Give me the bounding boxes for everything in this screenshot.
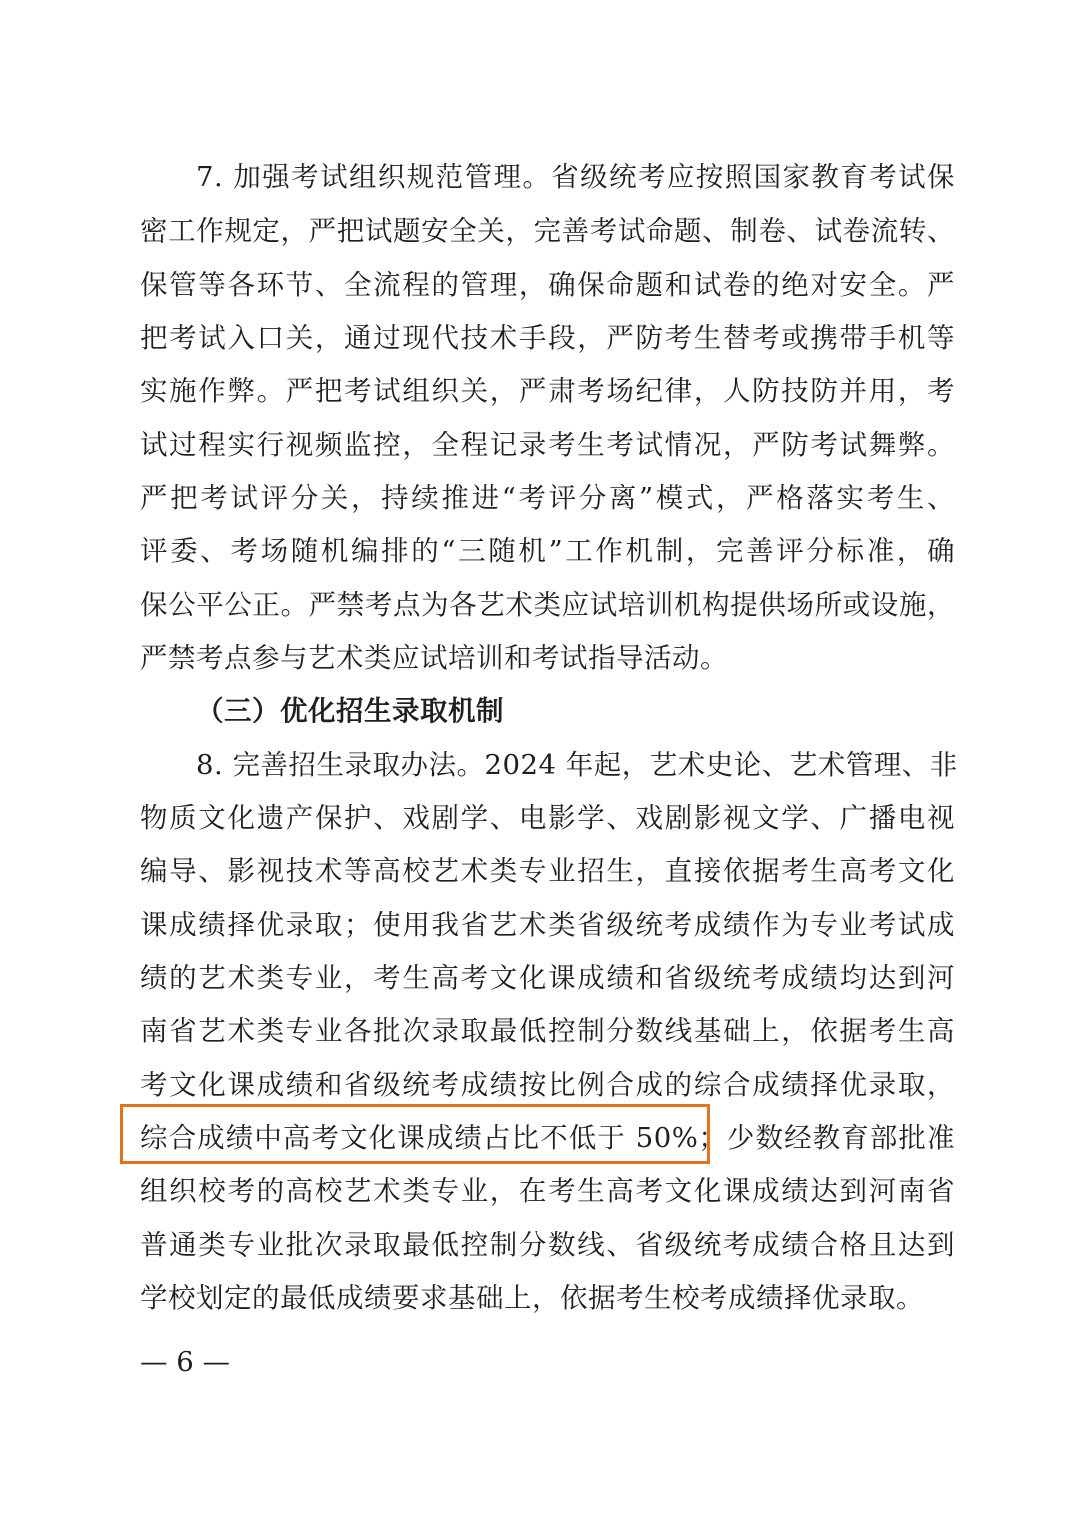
text-line: 严禁考点参与艺术类应试培训和考试指导活动。 bbox=[140, 642, 728, 674]
text-line: 保公平公正。严禁考点为各艺术类应试培训机构提供场所或设施， bbox=[140, 589, 955, 621]
text-line: 普通类专业批次录取最低控制分数线、省级统考成绩合格且达到 bbox=[140, 1229, 955, 1261]
page-number: — 6 — bbox=[140, 1346, 230, 1378]
text-line: 南省艺术类专业各批次录取最低控制分数线基础上，依据考生高 bbox=[140, 1015, 955, 1047]
text-line: 评委、考场随机编排的“三随机”工作机制，完善评分标准，确 bbox=[140, 535, 955, 567]
text-line: 学校划定的最低成绩要求基础上，依据考生校考成绩择优录取。 bbox=[140, 1282, 924, 1314]
text-line: 实施作弊。严把考试组织关，严肃考场纪律，人防技防并用，考 bbox=[140, 375, 955, 407]
text-line: 考文化课成绩和省级统考成绩按比例合成的综合成绩择优录取， bbox=[140, 1069, 955, 1101]
text-line-highlighted: 综合成绩中高考文化课成绩占比不低于 50%；少数经教育部批准 bbox=[140, 1122, 955, 1154]
text-line: 严把考试评分关，持续推进“考评分离”模式，严格落实考生、 bbox=[140, 482, 955, 514]
text-line: 试过程实行视频监控，全程记录考生考试情况，严防考试舞弊。 bbox=[140, 429, 955, 461]
highlight-box bbox=[120, 1104, 710, 1164]
text-line: 密工作规定，严把试题安全关，完善考试命题、制卷、试卷流转、 bbox=[140, 215, 955, 247]
text-line: 课成绩择优录取；使用我省艺术类省级统考成绩作为专业考试成 bbox=[140, 909, 955, 941]
text-line: 7. 加强考试组织规范管理。省级统考应按照国家教育考试保 bbox=[196, 161, 955, 193]
text-line: 物质文化遗产保护、戏剧学、电影学、戏剧影视文学、广播电视 bbox=[140, 802, 955, 834]
section-heading: （三）优化招生录取机制 bbox=[196, 695, 504, 727]
text-line: 8. 完善招生录取办法。2024 年起，艺术史论、艺术管理、非 bbox=[196, 749, 958, 781]
text-line: 组织校考的高校艺术类专业，在考生高考文化课成绩达到河南省 bbox=[140, 1175, 955, 1207]
text-line: 把考试入口关，通过现代技术手段，严防考生替考或携带手机等 bbox=[140, 322, 955, 354]
text-line: 绩的艺术类专业，考生高考文化课成绩和省级统考成绩均达到河 bbox=[140, 962, 955, 994]
text-line: 编导、影视技术等高校艺术类专业招生，直接依据考生高考文化 bbox=[140, 855, 955, 887]
text-line: 保管等各环节、全流程的管理，确保命题和试卷的绝对安全。严 bbox=[140, 269, 955, 301]
